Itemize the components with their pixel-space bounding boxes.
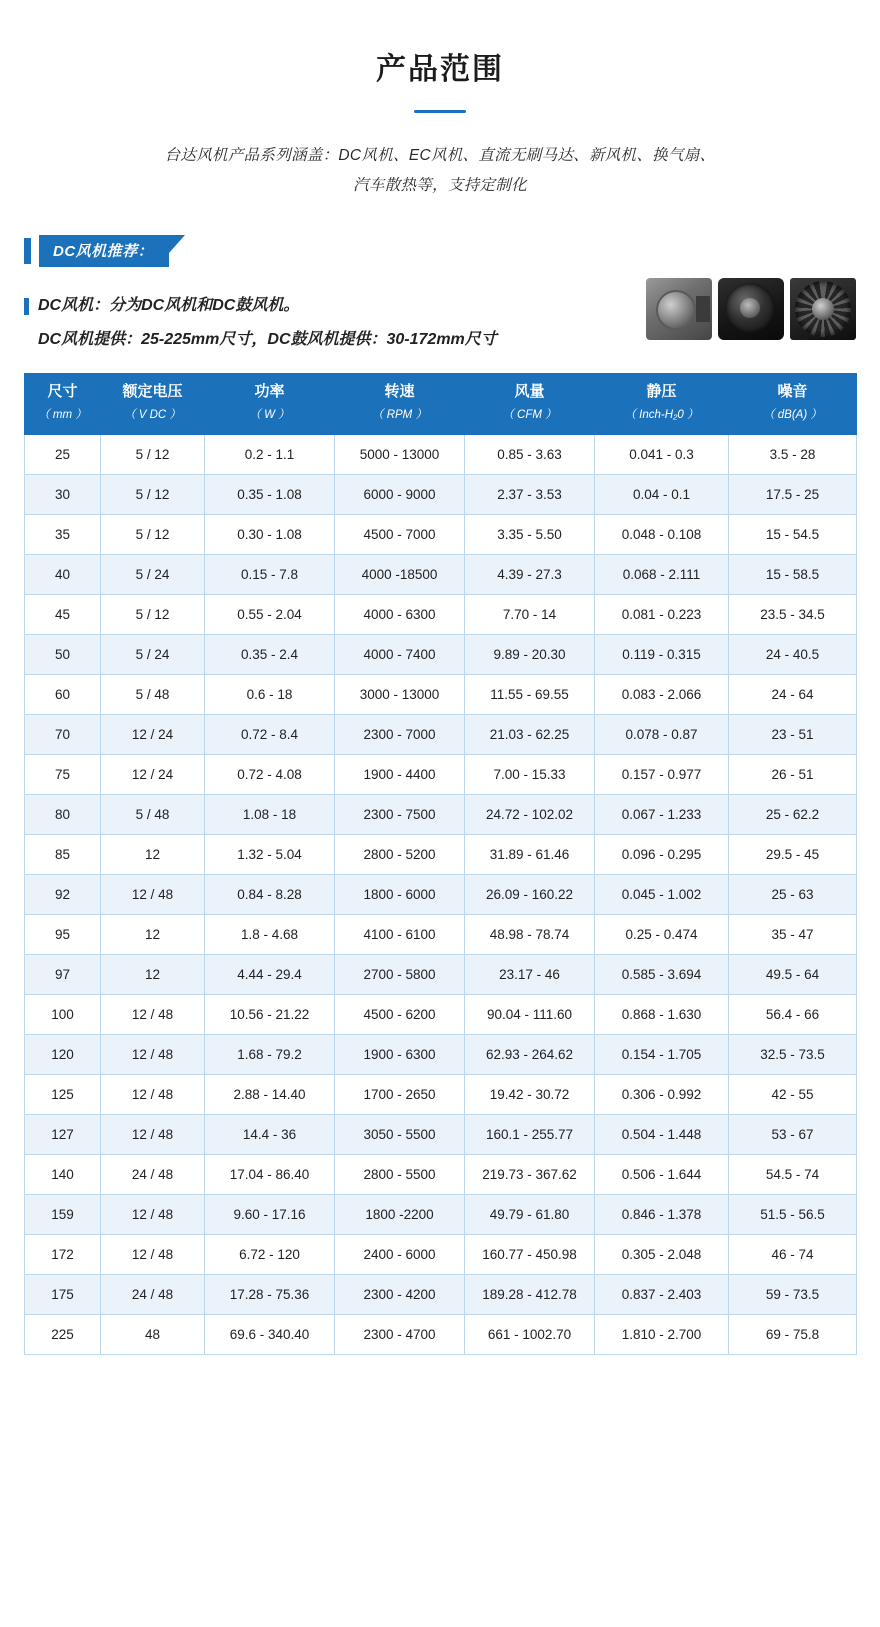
cell-r1-c1: 5 / 12	[101, 475, 205, 515]
cell-r13-c4: 23.17 - 46	[465, 955, 595, 995]
cell-r1-c6: 17.5 - 25	[729, 475, 857, 515]
cell-r4-c3: 4000 - 6300	[335, 595, 465, 635]
cell-r21-c2: 17.28 - 75.36	[205, 1275, 335, 1315]
cell-r5-c2: 0.35 - 2.4	[205, 635, 335, 675]
cell-r20-c4: 160.77 - 450.98	[465, 1235, 595, 1275]
table-row	[25, 955, 857, 995]
cell-r22-c0: 225	[25, 1315, 101, 1355]
cell-r4-c4: 7.70 - 14	[465, 595, 595, 635]
table-row	[25, 555, 857, 595]
blower-outlet	[696, 296, 710, 322]
cell-r22-c2: 69.6 - 340.40	[205, 1315, 335, 1355]
table-row	[25, 1275, 857, 1315]
cell-r0-c2: 0.2 - 1.1	[205, 435, 335, 475]
cell-r13-c6: 49.5 - 64	[729, 955, 857, 995]
table-row	[25, 675, 857, 715]
cell-r11-c0: 92	[25, 875, 101, 915]
column-header-title: 额定电压	[122, 383, 183, 400]
cell-r2-c0: 35	[25, 515, 101, 555]
table-header-row	[25, 374, 857, 435]
cell-r0-c5: 0.041 - 0.3	[595, 435, 729, 475]
cell-r9-c4: 24.72 - 102.02	[465, 795, 595, 835]
column-header-0	[25, 374, 101, 435]
cell-r8-c0: 75	[25, 755, 101, 795]
cell-r1-c2: 0.35 - 1.08	[205, 475, 335, 515]
cell-r15-c1: 12 / 48	[101, 1035, 205, 1075]
tag-accent-bar	[24, 238, 31, 264]
cell-r16-c1: 12 / 48	[101, 1075, 205, 1115]
cell-r7-c4: 21.03 - 62.25	[465, 715, 595, 755]
cell-r12-c6: 35 - 47	[729, 915, 857, 955]
cell-r17-c0: 127	[25, 1115, 101, 1155]
cell-r20-c0: 172	[25, 1235, 101, 1275]
cell-r18-c6: 54.5 - 74	[729, 1155, 857, 1195]
page-title: 产品范围	[376, 53, 504, 86]
cell-r2-c3: 4500 - 7000	[335, 515, 465, 555]
cell-r18-c5: 0.506 - 1.644	[595, 1155, 729, 1195]
table-row	[25, 475, 857, 515]
cell-r21-c5: 0.837 - 2.403	[595, 1275, 729, 1315]
cell-r19-c3: 1800 -2200	[335, 1195, 465, 1235]
cell-r3-c4: 4.39 - 27.3	[465, 555, 595, 595]
cell-r0-c1: 5 / 12	[101, 435, 205, 475]
title-underline	[414, 110, 466, 113]
cell-r12-c2: 1.8 - 4.68	[205, 915, 335, 955]
bullet-mark-icon	[24, 298, 29, 315]
cell-r19-c1: 12 / 48	[101, 1195, 205, 1235]
table-body	[25, 435, 857, 1355]
column-header-3	[335, 374, 465, 435]
cell-r14-c1: 12 / 48	[101, 995, 205, 1035]
cell-r4-c2: 0.55 - 2.04	[205, 595, 335, 635]
cell-r16-c6: 42 - 55	[729, 1075, 857, 1115]
cell-r4-c1: 5 / 12	[101, 595, 205, 635]
column-header-title: 转速	[384, 383, 415, 400]
intro-line-1: 台达风机产品系列涵盖：DC风机、EC风机、直流无刷马达、新风机、换气扇、	[164, 147, 716, 164]
column-header-2	[205, 374, 335, 435]
cell-r15-c4: 62.93 - 264.62	[465, 1035, 595, 1075]
cell-r20-c1: 12 / 48	[101, 1235, 205, 1275]
cell-r6-c5: 0.083 - 2.066	[595, 675, 729, 715]
cell-r17-c6: 53 - 67	[729, 1115, 857, 1155]
cell-r2-c1: 5 / 12	[101, 515, 205, 555]
cell-r14-c5: 0.868 - 1.630	[595, 995, 729, 1035]
cell-r18-c3: 2800 - 5500	[335, 1155, 465, 1195]
cell-r14-c0: 100	[25, 995, 101, 1035]
tag-label: DC风机推荐：	[39, 235, 169, 267]
cell-r19-c0: 159	[25, 1195, 101, 1235]
cell-r20-c2: 6.72 - 120	[205, 1235, 335, 1275]
cell-r9-c5: 0.067 - 1.233	[595, 795, 729, 835]
table-row	[25, 1075, 857, 1115]
table-header	[25, 374, 857, 435]
cell-r11-c2: 0.84 - 8.28	[205, 875, 335, 915]
dc-round-blower-photo	[718, 278, 784, 340]
cell-r22-c1: 48	[101, 1315, 205, 1355]
table-row	[25, 755, 857, 795]
cell-r16-c4: 19.42 - 30.72	[465, 1075, 595, 1115]
cell-r6-c2: 0.6 - 18	[205, 675, 335, 715]
cell-r22-c4: 661 - 1002.70	[465, 1315, 595, 1355]
cell-r20-c3: 2400 - 6000	[335, 1235, 465, 1275]
cell-r17-c2: 14.4 - 36	[205, 1115, 335, 1155]
cell-r22-c5: 1.810 - 2.700	[595, 1315, 729, 1355]
cell-r20-c5: 0.305 - 2.048	[595, 1235, 729, 1275]
column-header-title: 尺寸	[47, 383, 78, 400]
cell-r12-c3: 4100 - 6100	[335, 915, 465, 955]
cell-r14-c3: 4500 - 6200	[335, 995, 465, 1035]
cell-r7-c2: 0.72 - 8.4	[205, 715, 335, 755]
table-row	[25, 795, 857, 835]
cell-r11-c6: 25 - 63	[729, 875, 857, 915]
cell-r17-c3: 3050 - 5500	[335, 1115, 465, 1155]
column-header-unit: （ RPM ）	[372, 409, 427, 421]
intro-line-2: 汽车散热等，支持定制化	[353, 177, 527, 194]
cell-r15-c0: 120	[25, 1035, 101, 1075]
cell-r13-c5: 0.585 - 3.694	[595, 955, 729, 995]
cell-r11-c5: 0.045 - 1.002	[595, 875, 729, 915]
column-header-unit: （ CFM ）	[502, 409, 557, 421]
cell-r17-c1: 12 / 48	[101, 1115, 205, 1155]
cell-r6-c6: 24 - 64	[729, 675, 857, 715]
blower-hub	[656, 290, 696, 330]
cell-r17-c5: 0.504 - 1.448	[595, 1115, 729, 1155]
description-line-2-text: DC风机提供：25-225mm尺寸，DC鼓风机提供：30-172mm尺寸	[38, 331, 497, 348]
round-blower-hub	[740, 298, 760, 318]
cell-r6-c0: 60	[25, 675, 101, 715]
table-row	[25, 715, 857, 755]
cell-r10-c1: 12	[101, 835, 205, 875]
cell-r3-c0: 40	[25, 555, 101, 595]
column-header-title: 功率	[254, 383, 285, 400]
cell-r17-c4: 160.1 - 255.77	[465, 1115, 595, 1155]
column-header-6	[729, 374, 857, 435]
cell-r19-c4: 49.79 - 61.80	[465, 1195, 595, 1235]
cell-r6-c3: 3000 - 13000	[335, 675, 465, 715]
dc-fan-spec-table	[24, 373, 857, 1355]
cell-r18-c0: 140	[25, 1155, 101, 1195]
cell-r15-c5: 0.154 - 1.705	[595, 1035, 729, 1075]
cell-r16-c5: 0.306 - 0.992	[595, 1075, 729, 1115]
cell-r10-c6: 29.5 - 45	[729, 835, 857, 875]
column-header-unit: （ dB(A) ）	[763, 409, 822, 421]
cell-r10-c2: 1.32 - 5.04	[205, 835, 335, 875]
cell-r15-c3: 1900 - 6300	[335, 1035, 465, 1075]
cell-r12-c4: 48.98 - 78.74	[465, 915, 595, 955]
cell-r5-c0: 50	[25, 635, 101, 675]
product-photos	[646, 278, 856, 340]
cell-r3-c3: 4000 -18500	[335, 555, 465, 595]
cell-r1-c4: 2.37 - 3.53	[465, 475, 595, 515]
cell-r13-c2: 4.44 - 29.4	[205, 955, 335, 995]
cell-r7-c1: 12 / 24	[101, 715, 205, 755]
cell-r9-c1: 5 / 48	[101, 795, 205, 835]
cell-r8-c5: 0.157 - 0.977	[595, 755, 729, 795]
cell-r21-c0: 175	[25, 1275, 101, 1315]
cell-r19-c2: 9.60 - 17.16	[205, 1195, 335, 1235]
cell-r11-c4: 26.09 - 160.22	[465, 875, 595, 915]
column-header-title: 风量	[514, 383, 545, 400]
cell-r10-c4: 31.89 - 61.46	[465, 835, 595, 875]
cell-r22-c6: 69 - 75.8	[729, 1315, 857, 1355]
cell-r1-c5: 0.04 - 0.1	[595, 475, 729, 515]
table-row	[25, 595, 857, 635]
cell-r13-c3: 2700 - 5800	[335, 955, 465, 995]
cell-r8-c6: 26 - 51	[729, 755, 857, 795]
table-row	[25, 1155, 857, 1195]
cell-r21-c4: 189.28 - 412.78	[465, 1275, 595, 1315]
table-row	[25, 1315, 857, 1355]
cell-r3-c6: 15 - 58.5	[729, 555, 857, 595]
cell-r16-c2: 2.88 - 14.40	[205, 1075, 335, 1115]
cell-r5-c3: 4000 - 7400	[335, 635, 465, 675]
cell-r5-c1: 5 / 24	[101, 635, 205, 675]
cell-r21-c6: 59 - 73.5	[729, 1275, 857, 1315]
description-line-1-text: DC风机：分为DC风机和DC鼓风机。	[38, 297, 300, 314]
cell-r14-c2: 10.56 - 21.22	[205, 995, 335, 1035]
dc-axial-fan-photo	[790, 278, 856, 340]
cell-r2-c2: 0.30 - 1.08	[205, 515, 335, 555]
cell-r1-c0: 30	[25, 475, 101, 515]
cell-r14-c6: 56.4 - 66	[729, 995, 857, 1035]
cell-r2-c4: 3.35 - 5.50	[465, 515, 595, 555]
cell-r9-c0: 80	[25, 795, 101, 835]
column-header-title: 静压	[646, 383, 677, 400]
cell-r7-c3: 2300 - 7000	[335, 715, 465, 755]
cell-r15-c2: 1.68 - 79.2	[205, 1035, 335, 1075]
cell-r2-c6: 15 - 54.5	[729, 515, 857, 555]
column-header-unit: （ W ）	[249, 409, 290, 421]
cell-r18-c4: 219.73 - 367.62	[465, 1155, 595, 1195]
cell-r8-c1: 12 / 24	[101, 755, 205, 795]
cell-r9-c2: 1.08 - 18	[205, 795, 335, 835]
cell-r8-c3: 1900 - 4400	[335, 755, 465, 795]
cell-r5-c5: 0.119 - 0.315	[595, 635, 729, 675]
cell-r4-c6: 23.5 - 34.5	[729, 595, 857, 635]
column-header-unit: （ V DC ）	[124, 409, 181, 421]
cell-r3-c2: 0.15 - 7.8	[205, 555, 335, 595]
dc-blower-fan-photo	[646, 278, 712, 340]
axial-fan-hub	[812, 298, 834, 320]
table-row	[25, 1035, 857, 1075]
column-header-unit: （ mm ）	[38, 409, 87, 421]
column-header-5	[595, 374, 729, 435]
cell-r0-c4: 0.85 - 3.63	[465, 435, 595, 475]
cell-r16-c3: 1700 - 2650	[335, 1075, 465, 1115]
table-row	[25, 915, 857, 955]
cell-r7-c6: 23 - 51	[729, 715, 857, 755]
cell-r10-c5: 0.096 - 0.295	[595, 835, 729, 875]
table-row	[25, 1235, 857, 1275]
cell-r22-c3: 2300 - 4700	[335, 1315, 465, 1355]
cell-r7-c5: 0.078 - 0.87	[595, 715, 729, 755]
table-row	[25, 635, 857, 675]
cell-r15-c6: 32.5 - 73.5	[729, 1035, 857, 1075]
cell-r3-c1: 5 / 24	[101, 555, 205, 595]
table-row	[25, 1115, 857, 1155]
cell-r18-c1: 24 / 48	[101, 1155, 205, 1195]
cell-r10-c3: 2800 - 5200	[335, 835, 465, 875]
cell-r18-c2: 17.04 - 86.40	[205, 1155, 335, 1195]
section-tag	[24, 235, 880, 267]
cell-r0-c0: 25	[25, 435, 101, 475]
cell-r11-c3: 1800 - 6000	[335, 875, 465, 915]
cell-r20-c6: 46 - 74	[729, 1235, 857, 1275]
cell-r4-c5: 0.081 - 0.223	[595, 595, 729, 635]
intro-text	[100, 141, 780, 201]
cell-r12-c0: 95	[25, 915, 101, 955]
cell-r10-c0: 85	[25, 835, 101, 875]
cell-r21-c1: 24 / 48	[101, 1275, 205, 1315]
table-row	[25, 435, 857, 475]
cell-r16-c0: 125	[25, 1075, 101, 1115]
cell-r21-c3: 2300 - 4200	[335, 1275, 465, 1315]
table-row	[25, 1195, 857, 1235]
cell-r9-c6: 25 - 62.2	[729, 795, 857, 835]
cell-r2-c5: 0.048 - 0.108	[595, 515, 729, 555]
cell-r7-c0: 70	[25, 715, 101, 755]
column-header-4	[465, 374, 595, 435]
cell-r3-c5: 0.068 - 2.111	[595, 555, 729, 595]
cell-r5-c4: 9.89 - 20.30	[465, 635, 595, 675]
table-row	[25, 835, 857, 875]
cell-r11-c1: 12 / 48	[101, 875, 205, 915]
cell-r6-c1: 5 / 48	[101, 675, 205, 715]
cell-r14-c4: 90.04 - 111.60	[465, 995, 595, 1035]
cell-r19-c5: 0.846 - 1.378	[595, 1195, 729, 1235]
column-header-1	[101, 374, 205, 435]
column-header-unit: （ Inch-H₂0 ）	[624, 409, 699, 421]
cell-r8-c2: 0.72 - 4.08	[205, 755, 335, 795]
cell-r12-c5: 0.25 - 0.474	[595, 915, 729, 955]
table-row	[25, 515, 857, 555]
cell-r19-c6: 51.5 - 56.5	[729, 1195, 857, 1235]
cell-r6-c4: 11.55 - 69.55	[465, 675, 595, 715]
cell-r0-c3: 5000 - 13000	[335, 435, 465, 475]
cell-r9-c3: 2300 - 7500	[335, 795, 465, 835]
cell-r13-c1: 12	[101, 955, 205, 995]
cell-r4-c0: 45	[25, 595, 101, 635]
cell-r5-c6: 24 - 40.5	[729, 635, 857, 675]
cell-r13-c0: 97	[25, 955, 101, 995]
column-header-title: 噪音	[777, 383, 808, 400]
table-row	[25, 995, 857, 1035]
cell-r0-c6: 3.5 - 28	[729, 435, 857, 475]
cell-r8-c4: 7.00 - 15.33	[465, 755, 595, 795]
cell-r1-c3: 6000 - 9000	[335, 475, 465, 515]
table-row	[25, 875, 857, 915]
cell-r12-c1: 12	[101, 915, 205, 955]
